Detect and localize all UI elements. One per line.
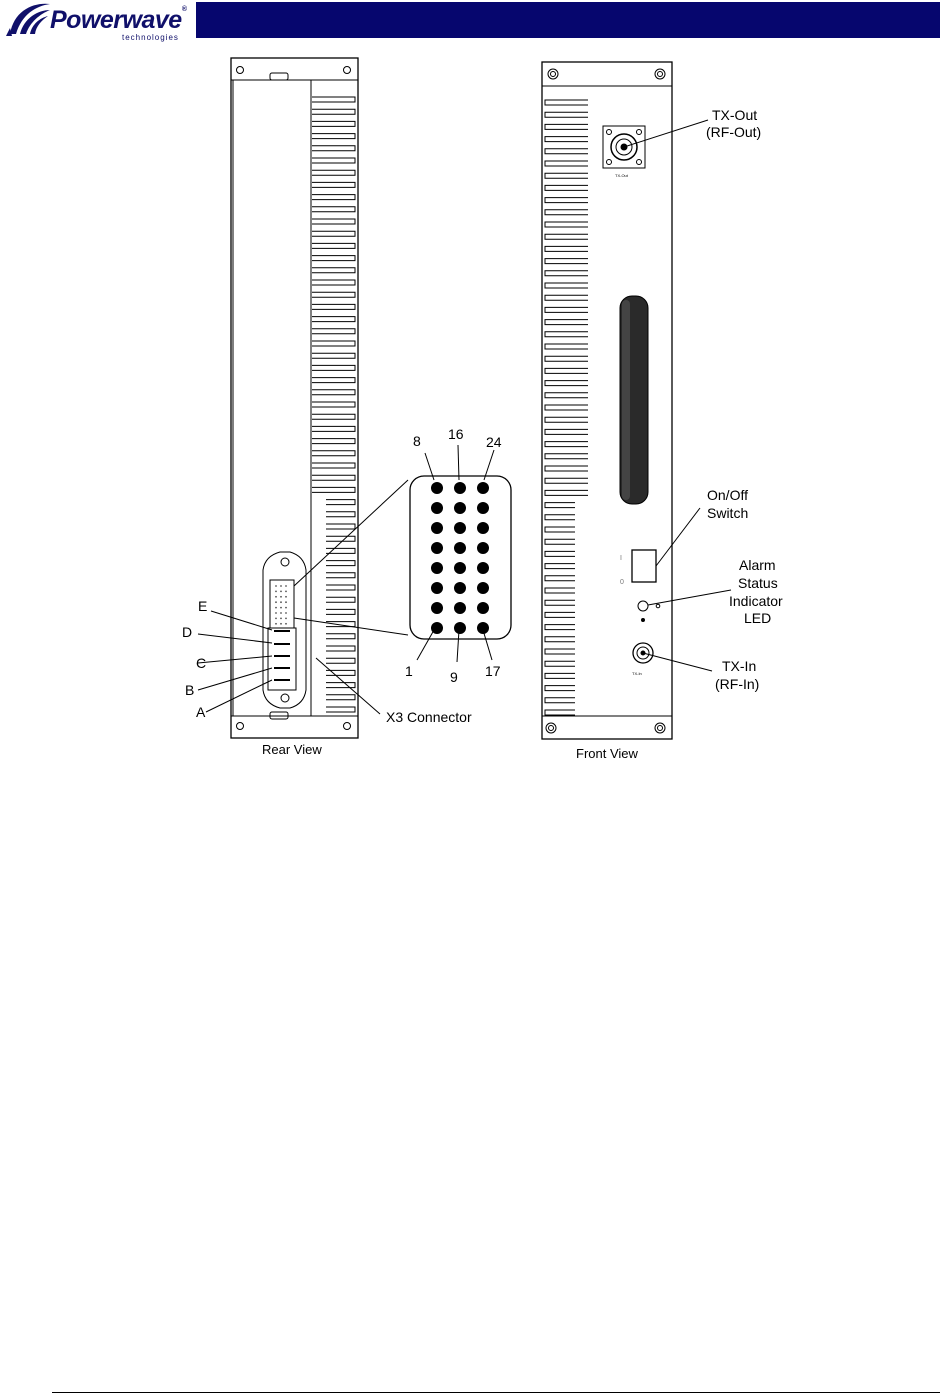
signal-pin-dot — [275, 591, 277, 593]
rear-view — [231, 58, 358, 738]
cooling-fin — [545, 600, 575, 605]
pin-number-8: 8 — [413, 433, 421, 449]
x3-pin-icon — [454, 542, 466, 554]
x3-pin-icon — [431, 542, 443, 554]
cooling-fin — [545, 259, 588, 264]
cooling-fin — [326, 524, 355, 529]
x3-pin-icon — [431, 582, 443, 594]
cooling-fin — [312, 304, 355, 309]
cooling-fin — [545, 173, 588, 178]
cooling-fin — [312, 207, 355, 212]
x3-pin-icon — [477, 522, 489, 534]
mounting-hole-icon — [658, 72, 663, 77]
cooling-fin — [312, 146, 355, 151]
cooling-fin — [312, 195, 355, 200]
signal-pin-dot — [275, 601, 277, 603]
cooling-fin — [545, 673, 575, 678]
x3-connector-label: X3 Connector — [386, 709, 472, 725]
x3-pin-icon — [477, 542, 489, 554]
pin-number-17: 17 — [485, 663, 501, 679]
x3-pin-icon — [477, 622, 489, 634]
mounting-hole-icon — [658, 726, 663, 731]
cooling-fin — [545, 649, 575, 654]
x3-pin-icon — [431, 602, 443, 614]
cooling-fin — [545, 490, 588, 495]
rear-callout-lines — [198, 480, 408, 714]
x3-pin-icon — [477, 502, 489, 514]
rear-chassis-outline — [231, 58, 358, 738]
signal-pin-dot — [280, 607, 282, 609]
mounting-hole-icon — [551, 72, 556, 77]
pin-callout-c: C — [196, 655, 207, 671]
cooling-fin — [545, 564, 575, 569]
pin-callout-e: E — [198, 598, 208, 614]
x3-pin-icon — [431, 522, 443, 534]
cooling-fin — [545, 637, 575, 642]
pin-number-9: 9 — [450, 669, 458, 685]
pin-callout-d: D — [182, 624, 193, 640]
cooling-fin — [545, 149, 588, 154]
cooling-fin — [312, 390, 355, 395]
cooling-fin — [545, 295, 588, 300]
cooling-fin — [545, 161, 588, 166]
cooling-fin — [545, 307, 588, 312]
cooling-fin — [312, 317, 355, 322]
cooling-fin — [545, 185, 588, 190]
cooling-fin — [545, 234, 588, 239]
cooling-fin — [545, 625, 575, 630]
signal-pin-dot — [275, 585, 277, 587]
switch-label-line1: On/Off — [707, 487, 748, 503]
cooling-fin — [326, 597, 355, 602]
signal-pin-dot — [280, 596, 282, 598]
cooling-fin — [545, 661, 575, 666]
connector-screw-icon — [281, 558, 289, 566]
x3-pin-icon — [477, 562, 489, 574]
cooling-fin — [312, 475, 355, 480]
cooling-fin — [312, 414, 355, 419]
brand-subtitle: technologies — [122, 33, 179, 42]
mounting-hole-icon — [344, 723, 351, 730]
switch-label-line2: Switch — [707, 505, 749, 521]
cooling-fin — [312, 451, 355, 456]
x3-pin-icon — [477, 582, 489, 594]
x3-pin-icon — [477, 482, 489, 494]
rear-cooling-fins — [312, 97, 355, 712]
cooling-fin — [545, 417, 588, 422]
cooling-fin — [312, 97, 355, 102]
mounting-hole-icon — [548, 69, 558, 79]
front-handle-highlight — [622, 300, 630, 500]
cooling-fin — [545, 454, 588, 459]
signal-pin-dot — [275, 596, 277, 598]
cooling-fin — [326, 561, 355, 566]
x3-pin-grid — [431, 482, 489, 634]
signal-pin-dot — [285, 618, 287, 620]
signal-pin-dot — [285, 585, 287, 587]
pin-callout-a: A — [196, 704, 206, 720]
cooling-fin — [545, 515, 575, 520]
cooling-fin — [312, 243, 355, 248]
signal-pin-dot — [285, 612, 287, 614]
cooling-fin — [312, 329, 355, 334]
x3-pin-icon — [454, 482, 466, 494]
mounting-hole-icon — [549, 726, 554, 731]
cooling-fin — [545, 539, 575, 544]
cooling-fin — [545, 368, 588, 373]
alarm-led-icon — [638, 601, 648, 611]
cooling-fin — [545, 112, 588, 117]
cooling-fin — [312, 170, 355, 175]
cooling-fin — [326, 695, 355, 700]
cooling-fin — [545, 686, 575, 691]
alarm-label-line4: LED — [744, 610, 772, 626]
cooling-fin — [545, 698, 575, 703]
rear-side-panel — [233, 80, 311, 716]
footer-rule — [52, 1392, 940, 1393]
signal-pin-dot — [285, 591, 287, 593]
cooling-fin — [545, 503, 575, 508]
cooling-fin — [545, 198, 588, 203]
cooling-fin — [545, 551, 575, 556]
cooling-fin — [312, 487, 355, 492]
cooling-fin — [545, 320, 588, 325]
signal-pin-dot — [285, 596, 287, 598]
x3-pin-icon — [454, 502, 466, 514]
switch-off-mark: 0 — [620, 579, 624, 586]
cooling-fin — [326, 512, 355, 517]
cooling-fin — [312, 280, 355, 285]
cooling-fin — [545, 442, 588, 447]
pin-number-1: 1 — [405, 663, 413, 679]
cooling-fin — [545, 271, 588, 276]
x3-pin-icon — [454, 562, 466, 574]
x3-signal-block — [270, 580, 294, 628]
mounting-hole-icon — [655, 723, 665, 733]
cooling-fin — [545, 356, 588, 361]
signal-pin-dot — [280, 591, 282, 593]
cooling-fin — [326, 707, 355, 712]
signal-pin-dot — [280, 601, 282, 603]
brand-name: Powerwave® — [50, 6, 187, 34]
signal-pin-dot — [280, 585, 282, 587]
alarm-label-line1: Alarm — [739, 557, 776, 573]
x3-pin-icon — [454, 602, 466, 614]
signal-pin-dot — [275, 607, 277, 609]
cooling-fin — [545, 527, 575, 532]
cooling-fin — [545, 246, 588, 251]
cooling-fin — [312, 231, 355, 236]
cooling-fin — [545, 576, 575, 581]
mounting-hole-icon — [237, 723, 244, 730]
cooling-fin — [545, 612, 575, 617]
cooling-fin — [326, 573, 355, 578]
cooling-fin — [312, 121, 355, 126]
x3-pin-icon — [454, 622, 466, 634]
x3-pin-layout-frame — [410, 476, 511, 639]
cooling-fin — [545, 710, 575, 715]
cooling-fin — [545, 124, 588, 129]
cooling-fin — [545, 332, 588, 337]
cooling-fin — [326, 500, 355, 505]
cooling-fin — [545, 222, 588, 227]
signal-pin-dot — [275, 618, 277, 620]
cooling-fin — [326, 536, 355, 541]
x3-pin-icon — [431, 562, 443, 574]
tx-in-engraving: TX-In — [632, 671, 642, 676]
front-view — [542, 62, 672, 739]
mounting-hole-icon — [546, 723, 556, 733]
cooling-fin — [545, 429, 588, 434]
cooling-fin — [545, 478, 588, 483]
cooling-fin — [326, 683, 355, 688]
tx-out-label-line2: (RF-Out) — [706, 124, 762, 140]
cooling-fin — [312, 439, 355, 444]
cooling-fin — [545, 393, 588, 398]
rear-view-caption: Rear View — [262, 742, 322, 757]
mounting-hole-icon — [237, 67, 244, 74]
cooling-fin — [326, 609, 355, 614]
cooling-fin — [545, 405, 588, 410]
signal-pin-dot — [275, 623, 277, 625]
cooling-fin — [545, 100, 588, 105]
signal-pin-dot — [285, 623, 287, 625]
front-cooling-fins — [545, 100, 588, 715]
tx-in-label-line1: TX-In — [722, 658, 757, 674]
cooling-fin — [545, 466, 588, 471]
x3-pin-icon — [431, 482, 443, 494]
mounting-hole-icon — [344, 67, 351, 74]
cooling-fin — [545, 588, 575, 593]
signal-pin-dot — [285, 607, 287, 609]
signal-pin-dot — [280, 623, 282, 625]
switch-on-mark: I — [620, 555, 622, 562]
cooling-fin — [312, 365, 355, 370]
cooling-fin — [326, 658, 355, 663]
cooling-fin — [326, 646, 355, 651]
cooling-fin — [312, 219, 355, 224]
rear-top-tab — [270, 73, 288, 80]
cooling-fin — [312, 256, 355, 261]
x3-pin-icon — [477, 602, 489, 614]
cooling-fin — [312, 341, 355, 346]
x3-pin-icon — [454, 582, 466, 594]
alarm-label-line3: Indicator — [729, 593, 783, 609]
cooling-fin — [312, 158, 355, 163]
pin-number-24: 24 — [486, 434, 502, 450]
cooling-fin — [312, 268, 355, 273]
cooling-fin — [545, 137, 588, 142]
mounting-hole-icon — [655, 69, 665, 79]
front-view-caption: Front View — [576, 746, 638, 761]
pin-number-16: 16 — [448, 426, 464, 442]
cooling-fin — [312, 463, 355, 468]
signal-pin-dot — [280, 618, 282, 620]
cooling-fin — [312, 378, 355, 383]
cooling-fin — [326, 622, 355, 627]
cooling-fin — [545, 283, 588, 288]
cooling-fin — [326, 585, 355, 590]
tx-out-engraving: TX-Out — [615, 173, 628, 178]
cooling-fin — [312, 182, 355, 187]
pin-callout-b: B — [185, 682, 195, 698]
alarm-label-line2: Status — [738, 575, 778, 591]
cooling-fin — [545, 344, 588, 349]
signal-pin-dot — [285, 601, 287, 603]
tx-in-label-line2: (RF-In) — [715, 676, 760, 692]
cooling-fin — [312, 353, 355, 358]
signal-pin-dot — [280, 612, 282, 614]
x3-signal-dots — [275, 585, 287, 625]
cooling-fin — [312, 426, 355, 431]
cooling-fin — [312, 292, 355, 297]
connector-screw-icon — [281, 694, 289, 702]
on-off-switch — [632, 550, 656, 582]
cooling-fin — [326, 634, 355, 639]
cooling-fin — [312, 109, 355, 114]
cooling-fin — [312, 402, 355, 407]
tx-out-label-line1: TX-Out — [712, 107, 758, 123]
signal-pin-dot — [275, 612, 277, 614]
x3-pin-icon — [454, 522, 466, 534]
cooling-fin — [545, 210, 588, 215]
cooling-fin — [312, 134, 355, 139]
x3-pin-icon — [431, 502, 443, 514]
cooling-fin — [545, 381, 588, 386]
